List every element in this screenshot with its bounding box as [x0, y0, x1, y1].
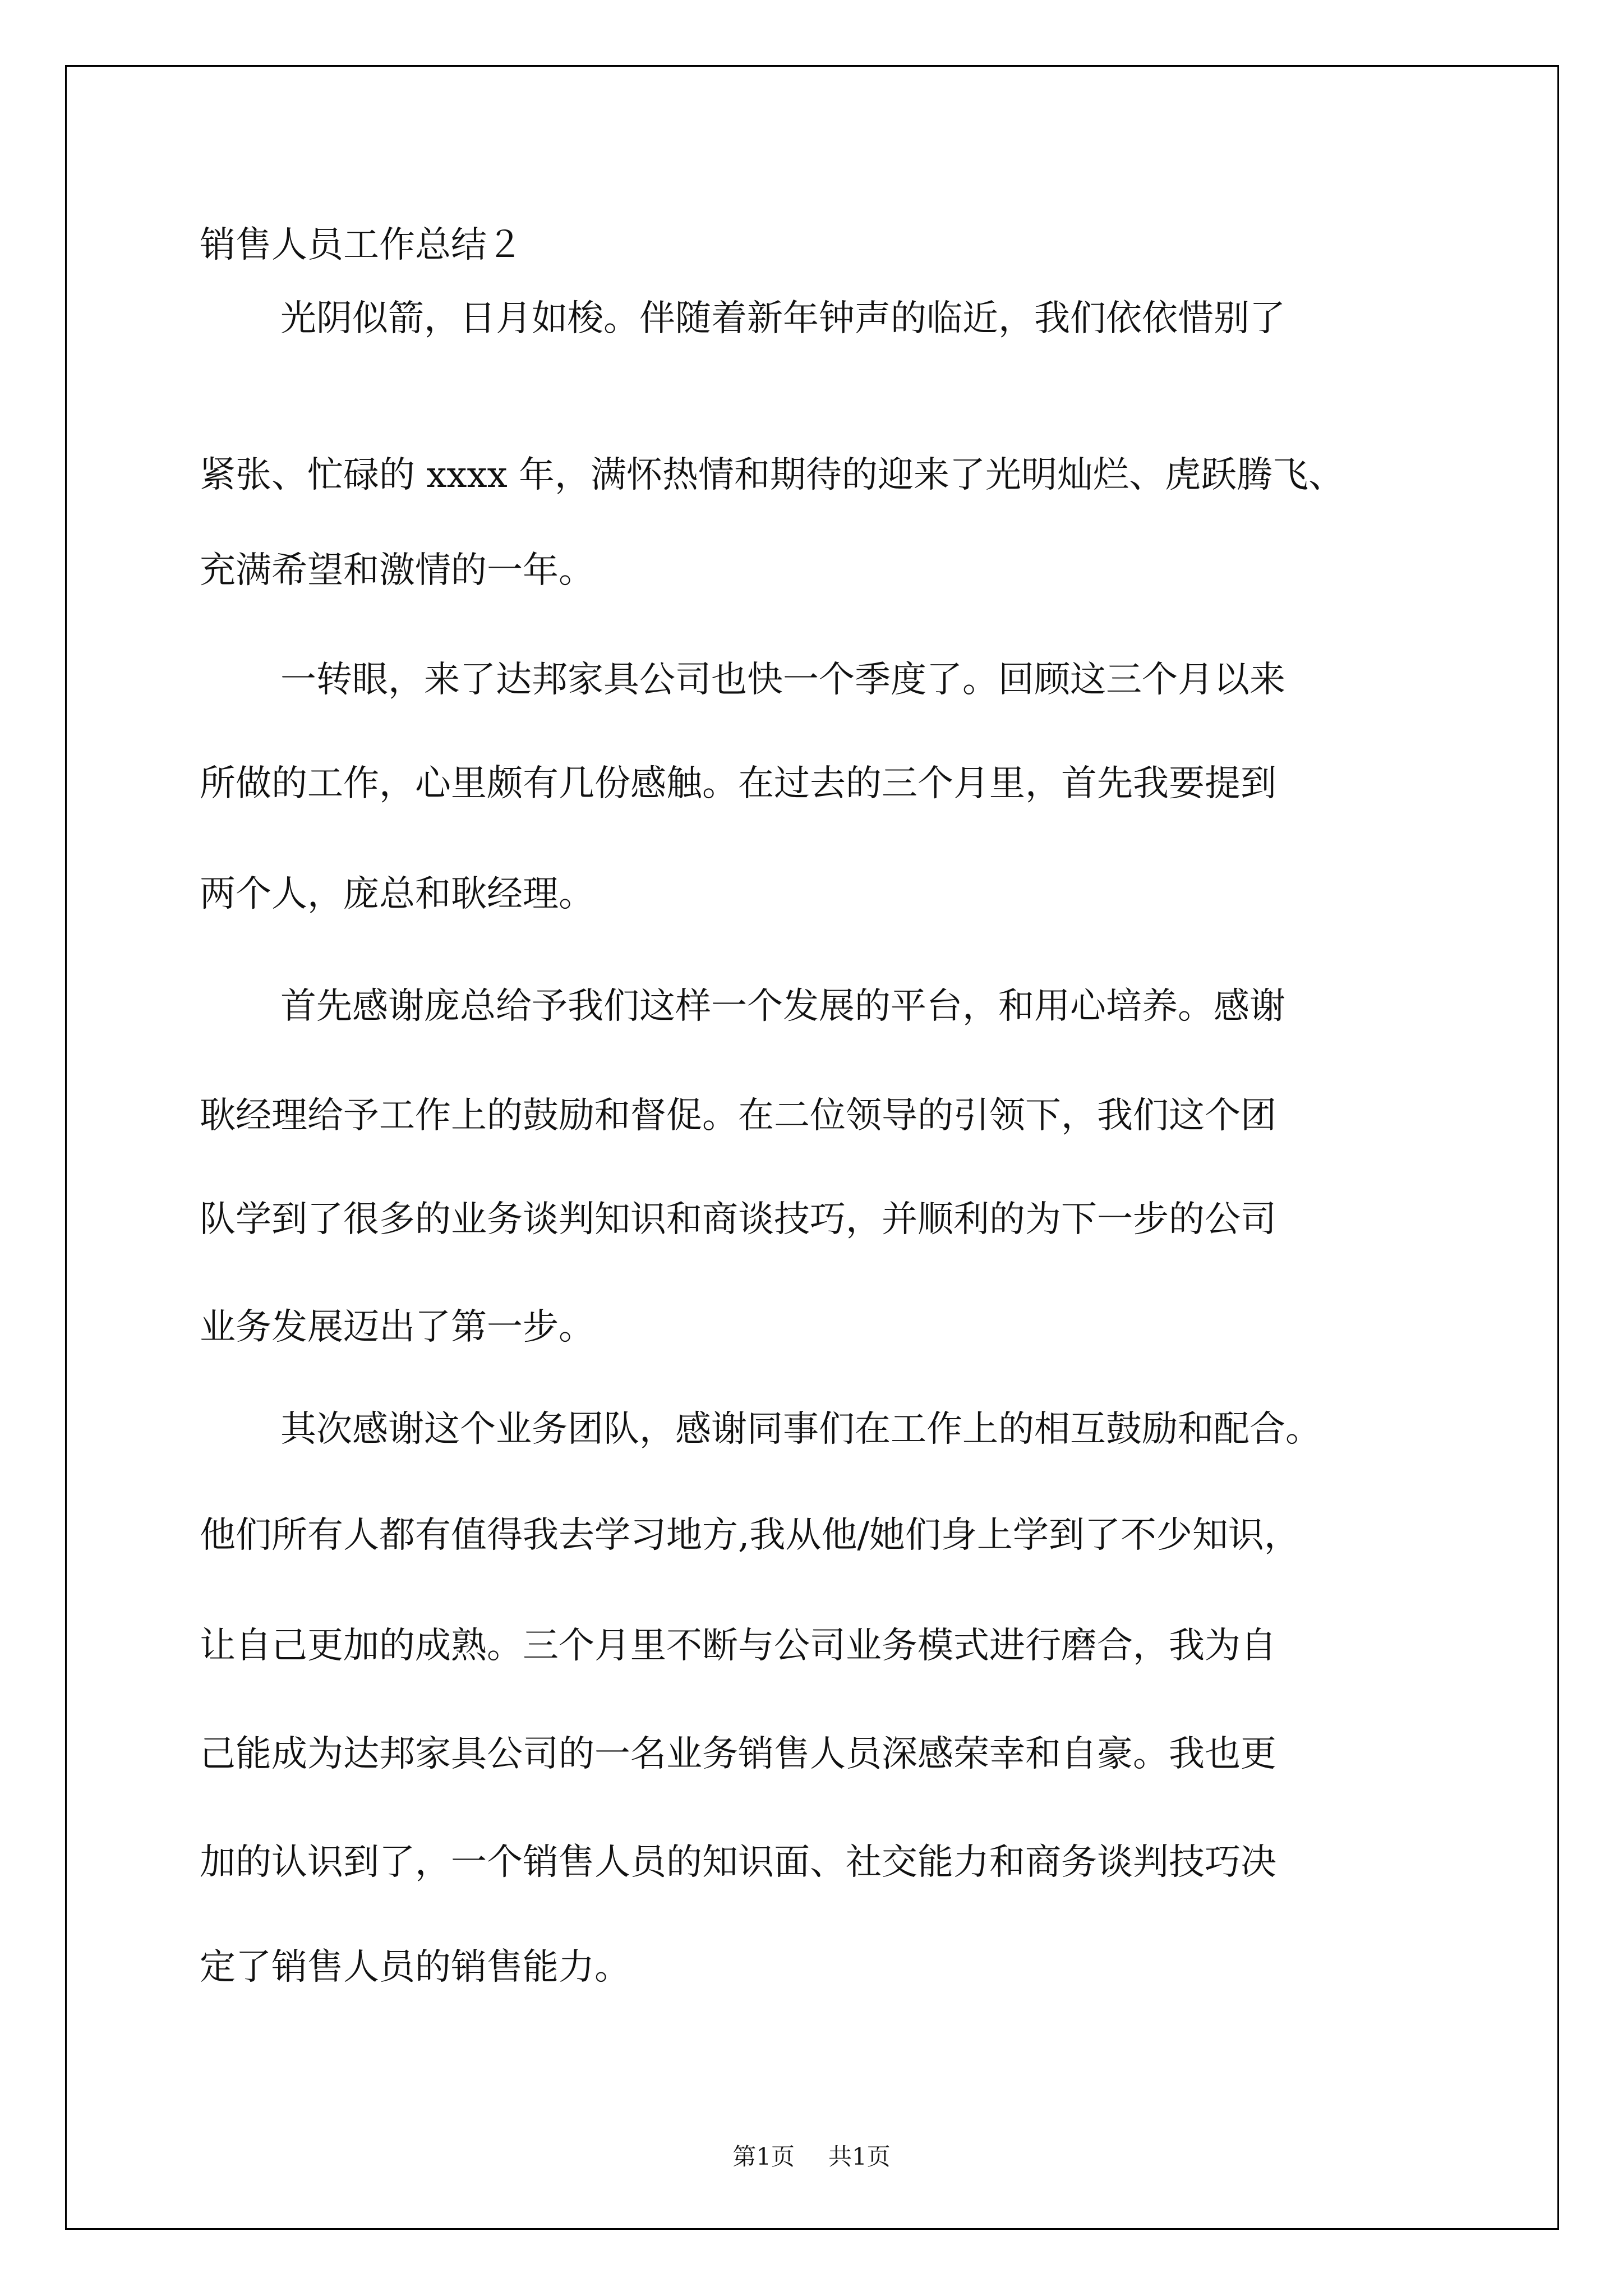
paragraph-3-line-3: 队学到了很多的业务谈判知识和商谈技巧，并顺利的为下一步的公司: [200, 1199, 1276, 1240]
paragraph-4-line-1: 其次感谢这个业务团队，感谢同事们在工作上的相互鼓励和配合。: [280, 1409, 1321, 1450]
page-number-current: 第1页: [732, 2143, 795, 2170]
paragraph-3-line-2: 耿经理给予工作上的鼓励和督促。在二位领导的引领下，我们这个团: [200, 1095, 1276, 1137]
paragraph-2-line-1: 一转眼，来了达邦家具公司也快一个季度了。回顾这三个月以来: [280, 659, 1285, 701]
page-footer: [0, 2138, 1623, 2172]
paragraph-1-line-3: 充满希望和激情的一年。: [200, 550, 594, 591]
page-border: [65, 65, 1559, 2230]
paragraph-4-line-4: 己能成为达邦家具公司的一名业务销售人员深感荣幸和自豪。我也更: [200, 1733, 1276, 1775]
page-number-total: 共1页: [828, 2143, 891, 2170]
paragraph-1-line-2: 紧张、忙碌的 xxxx 年，满怀热情和期待的迎来了光明灿烂、虎跃腾飞、: [200, 454, 1345, 496]
paragraph-2-line-3: 两个人，庞总和耿经理。: [200, 873, 594, 915]
paragraph-3-line-4: 业务发展迈出了第一步。: [200, 1306, 594, 1348]
paragraph-4-line-3: 让自己更加的成熟。三个月里不断与公司业务模式进行磨合，我为自: [200, 1625, 1276, 1667]
paragraph-4-line-5: 加的认识到了，一个销售人员的知识面、社交能力和商务谈判技巧决: [200, 1842, 1276, 1883]
paragraph-4-line-2: 他们所有人都有值得我去学习地方,我从他/她们身上学到了不少知识，: [200, 1515, 1300, 1556]
document-title: 销售人员工作总结２: [200, 224, 523, 266]
paragraph-2-line-2: 所做的工作，心里颇有几份感触。在过去的三个月里，首先我要提到: [200, 763, 1276, 804]
paragraph-1-line-1: 光阴似箭，日月如梭。伴随着新年钟声的临近，我们依依惜别了: [280, 298, 1285, 339]
paragraph-3-line-1: 首先感谢庞总给予我们这样一个发展的平台，和用心培养。感谢: [280, 986, 1285, 1027]
paragraph-4-line-6: 定了销售人员的销售能力。: [200, 1947, 630, 1988]
